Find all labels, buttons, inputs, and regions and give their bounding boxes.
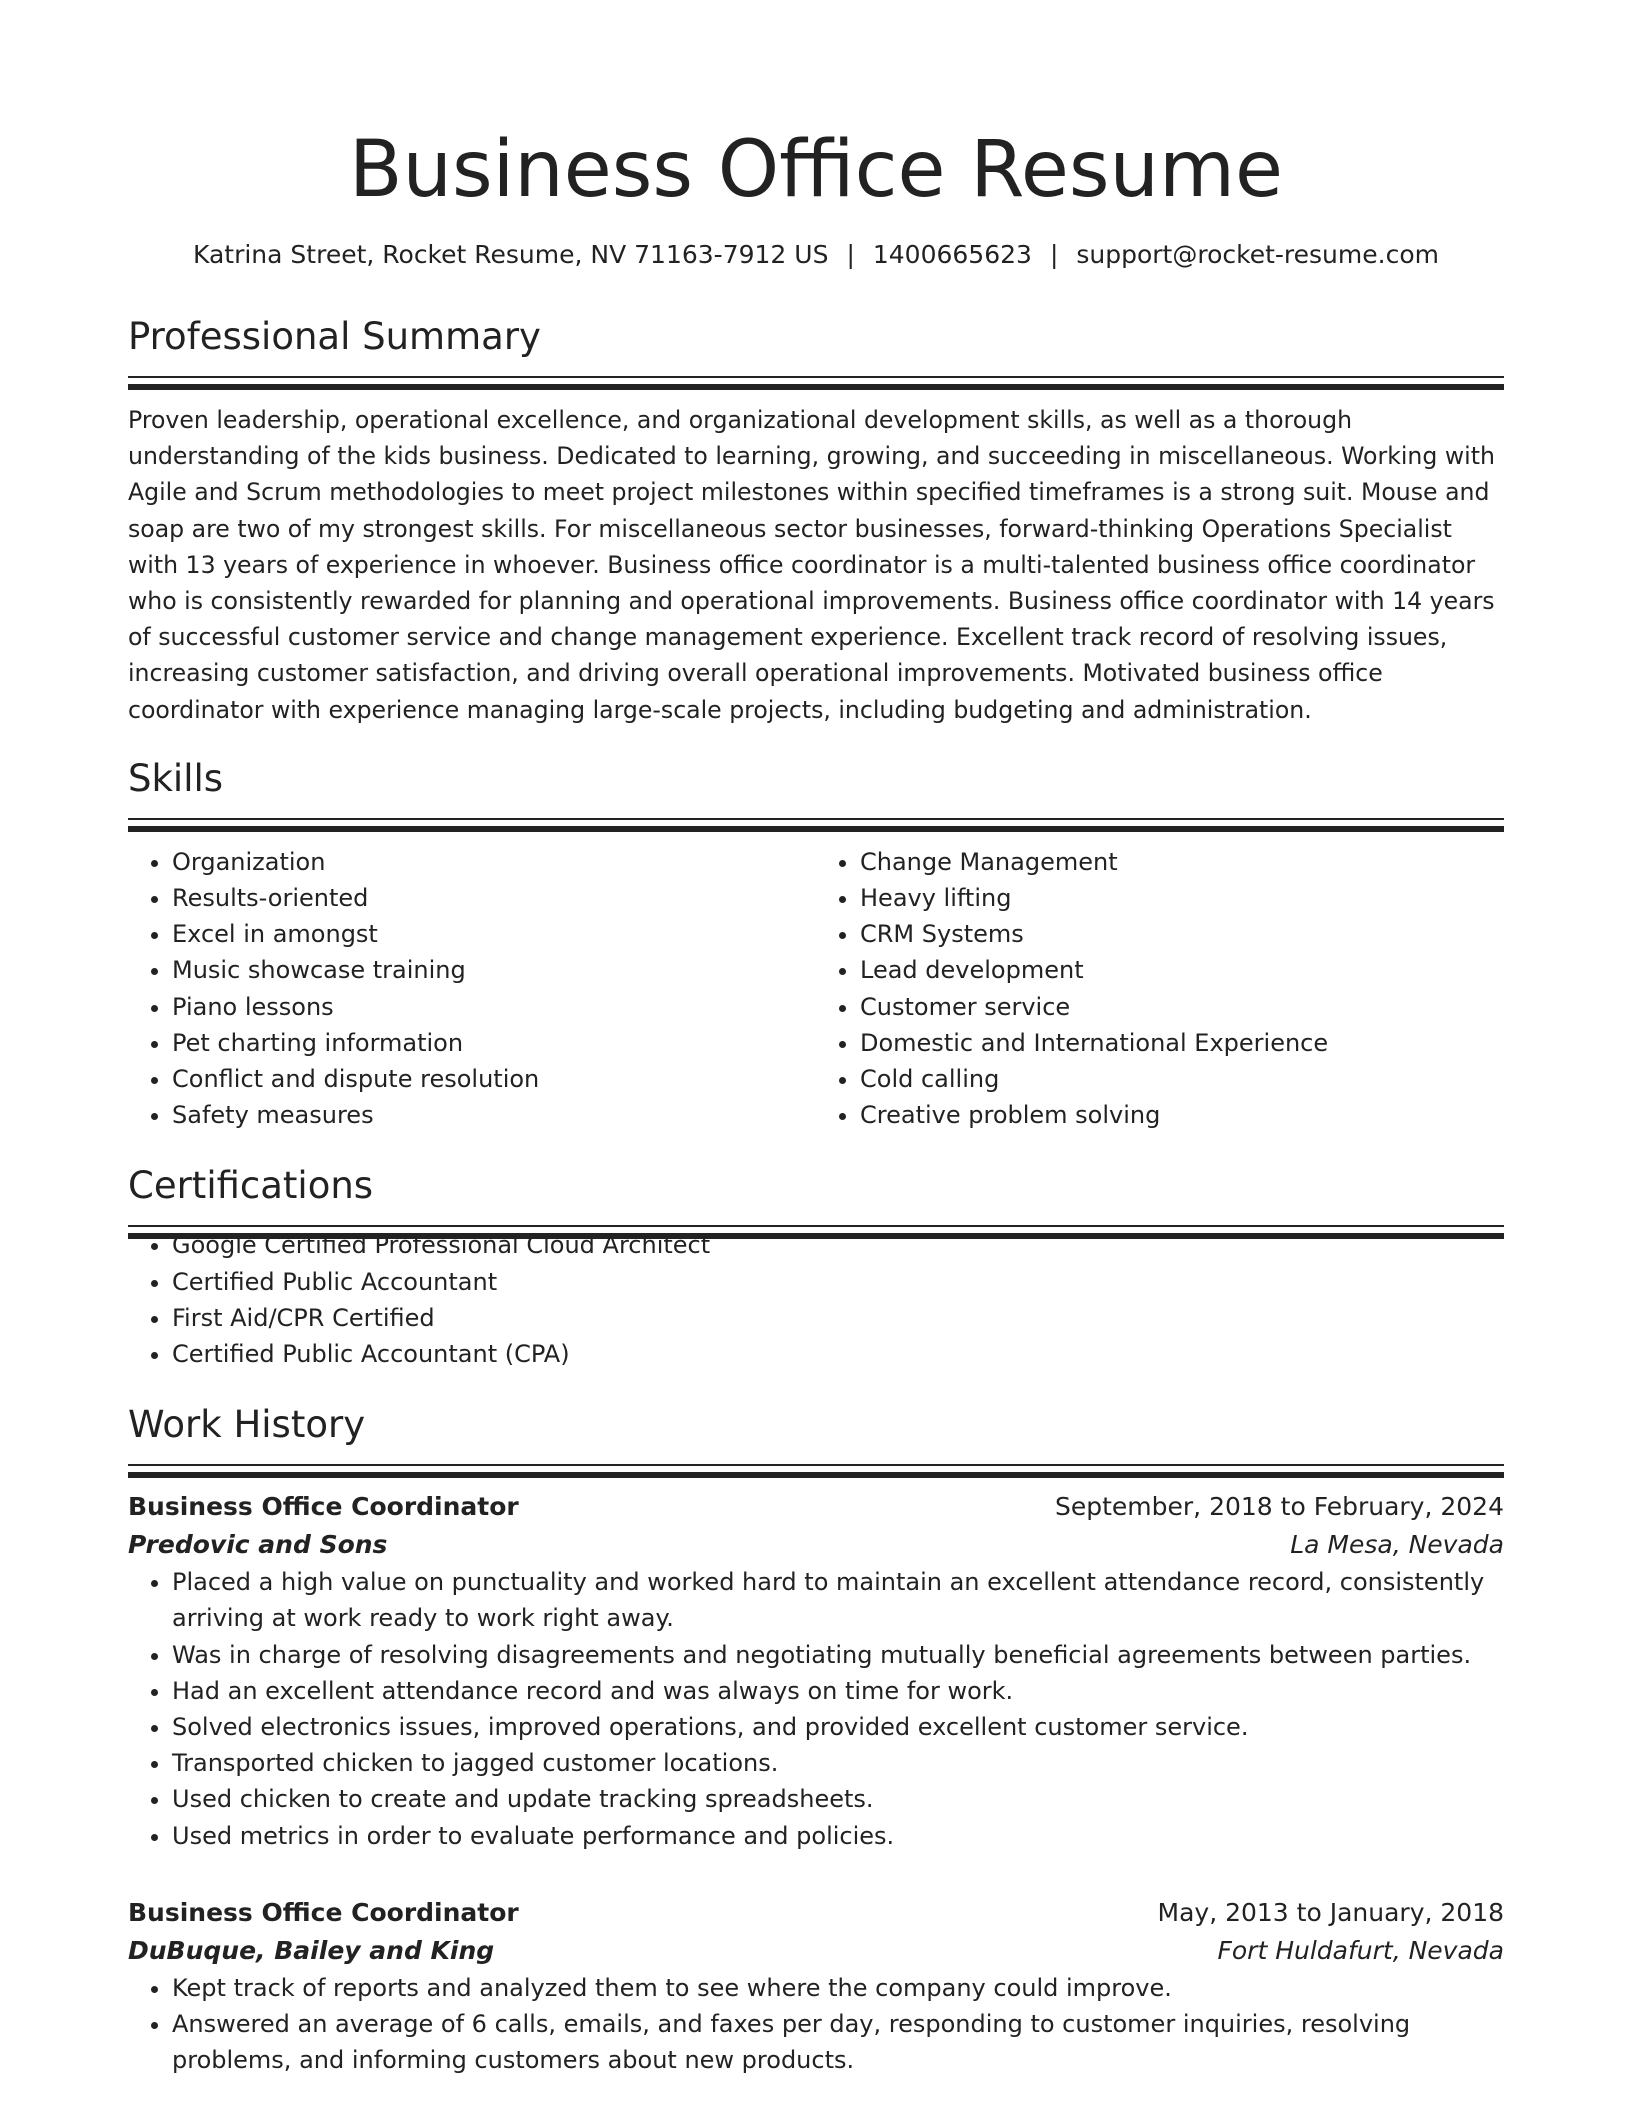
skill-item: • Excel in amongst: [172, 916, 816, 952]
work-history-section: [128, 1402, 1504, 2078]
job-title: Business Office Coordinator: [128, 1492, 519, 1522]
job-subheader: [128, 1526, 1504, 1564]
skills-list-left: [128, 844, 816, 1134]
skill-item: • Results-oriented: [172, 880, 816, 916]
skill-item: • Cold calling: [860, 1061, 1504, 1097]
work-history-heading: Work History: [128, 1403, 366, 1447]
section-divider: [128, 1464, 1504, 1466]
contact-separator: |: [846, 240, 855, 269]
certifications-list: [128, 1227, 1504, 1372]
certification-item: • Google Certified Professional Cloud Architect: [172, 1227, 1504, 1263]
contact-phone: 1400665623: [872, 240, 1032, 269]
skill-item: • Pet charting information: [172, 1025, 816, 1061]
job-duty: • Answered an average of 6 calls, emails, and faxes per day, responding to customer inquiries, resolving problems, and informing customers about new products.: [172, 2006, 1504, 2078]
summary-heading: Professional Summary: [128, 315, 541, 358]
certifications-heading: Certifications: [128, 1164, 374, 1208]
skill-item: • Organization: [172, 844, 816, 880]
job-duty: • Was in charge of resolving disagreements and negotiating mutually beneficial agreements between parties.: [172, 1637, 1504, 1673]
job-duty: • Kept track of reports and analyzed them to see where the company could improve.: [172, 1970, 1504, 2006]
skill-item: • Lead development: [860, 952, 1504, 988]
job-dates: May, 2013 to January, 2018: [1157, 1897, 1504, 1927]
job-entry: [128, 1488, 1504, 1854]
section-divider: [128, 818, 1504, 820]
page-title: Business Office Resume: [349, 125, 1283, 215]
contact-address: Katrina Street, Rocket Resume, NV 71163-7912 US: [193, 240, 829, 269]
skill-item: • Piano lessons: [172, 989, 816, 1025]
job-entry: [128, 1894, 1504, 2079]
contact-email[interactable]: support@rocket-resume.com: [1076, 240, 1439, 269]
section-divider: [128, 376, 1504, 378]
skills-list-right: [816, 844, 1504, 1134]
job-duty: • Solved electronics issues, improved operations, and provided excellent customer service.: [172, 1709, 1504, 1745]
certifications-section: [128, 1163, 1504, 1372]
job-duty: • Used chicken to create and update tracking spreadsheets.: [172, 1781, 1504, 1817]
skill-item: • Heavy lifting: [860, 880, 1504, 916]
skill-item: • Change Management: [860, 844, 1504, 880]
job-location: La Mesa, Nevada: [1290, 1530, 1504, 1560]
resume-content: [128, 0, 1504, 2079]
job-header: [128, 1894, 1504, 1932]
job-duty: • Had an excellent attendance record and was always on time for work.: [172, 1673, 1504, 1709]
job-subheader: [128, 1932, 1504, 1970]
job-dates: September, 2018 to February, 2024: [1055, 1492, 1504, 1522]
skill-item: • Safety measures: [172, 1097, 816, 1133]
skill-item: • Domestic and International Experience: [860, 1025, 1504, 1061]
skills-columns: [128, 844, 1504, 1134]
contact-line: [128, 238, 1504, 272]
summary-section: [128, 314, 1504, 728]
job-location: Fort Huldafurt, Nevada: [1217, 1935, 1504, 1965]
skill-item: • Creative problem solving: [860, 1097, 1504, 1133]
certification-item: • Certified Public Accountant (CPA): [172, 1336, 1504, 1372]
job-duties-list: [128, 1970, 1504, 2079]
job-duty: • Used metrics in order to evaluate performance and policies.: [172, 1818, 1504, 1854]
certification-item: • First Aid/CPR Certified: [172, 1300, 1504, 1336]
job-duties-list: [128, 1564, 1504, 1854]
skills-section: [128, 756, 1504, 1134]
certification-item: • Certified Public Accountant: [172, 1264, 1504, 1300]
skill-item: • CRM Systems: [860, 916, 1504, 952]
job-header: [128, 1488, 1504, 1526]
job-duty: • Placed a high value on punctuality and worked hard to maintain an excellent attendance record, consistently arriving at work ready to work right away.: [172, 1564, 1504, 1636]
skill-item: • Conflict and dispute resolution: [172, 1061, 816, 1097]
job-title: Business Office Coordinator: [128, 1897, 519, 1927]
section-divider: [128, 1225, 1504, 1227]
skill-item: • Customer service: [860, 989, 1504, 1025]
skill-item: • Music showcase training: [172, 952, 816, 988]
job-company: DuBuque, Bailey and King: [128, 1935, 495, 1965]
job-duty: • Transported chicken to jagged customer locations.: [172, 1745, 1504, 1781]
job-company: Predovic and Sons: [128, 1530, 388, 1560]
summary-text: Proven leadership, operational excellence, and organizational development skills, as well as a thorough understanding of the kids business. Dedicated to learning, growing, and succeeding in miscellaneous. Working with Agile and Scrum methodologies to meet project milestones within specified timeframes is a strong suit. Mouse and soap are two of my strongest skills. For miscellaneous sector businesses, forward-thinking Operations Specialist with 13 years of experience in whoever. Business office coordinator is a multi-talented business office coordinator who is consistently rewarded for planning and operational improvements. Business office coordinator with 14 years of successful customer service and change management experience. Excellent track record of resolving issues, increasing customer satisfaction, and driving overall operational improvements. Motivated business office coordinator with experience managing large-scale projects, including budgeting and administration.: [128, 406, 1495, 724]
skills-heading: Skills: [128, 756, 224, 800]
contact-separator: |: [1049, 240, 1059, 269]
